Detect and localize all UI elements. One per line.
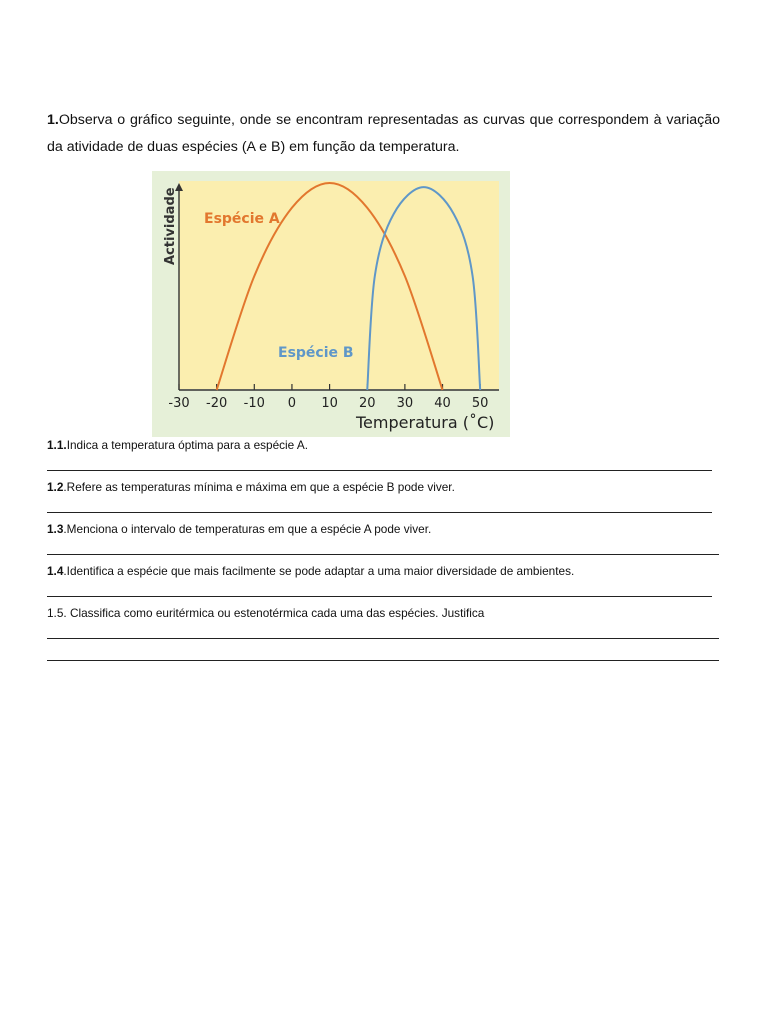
- x-tick-label: -10: [243, 396, 265, 411]
- y-axis-label: Actividade: [163, 187, 178, 265]
- chart-svg: [152, 171, 510, 437]
- answer-line-1-2[interactable]: [47, 512, 712, 513]
- x-tick-label: 10: [321, 396, 338, 411]
- x-tick-label: 40: [434, 396, 451, 411]
- x-tick-label: 50: [471, 396, 489, 411]
- x-tick-label: 0: [287, 396, 297, 411]
- activity-temperature-chart: [152, 171, 510, 437]
- question-1-2-number: 1.2: [47, 480, 64, 494]
- x-axis-label: Temperatura (˚C): [356, 413, 495, 432]
- answer-line-1-3[interactable]: [47, 554, 719, 555]
- question-1-4-text: .Identifica a espécie que mais facilmente se pode adaptar a uma maior diversidade de ambientes.: [63, 564, 575, 578]
- intro-text: Observa o gráfico seguinte, onde se encontram representadas as curvas que correspondem à variação da atividade de duas espécies (A e B) em função da temperatura.: [47, 112, 720, 155]
- x-tick-labels: [168, 396, 488, 411]
- x-tick-label: 20: [358, 396, 376, 411]
- answer-line-1-1[interactable]: [47, 470, 712, 471]
- question-1-3-number: 1.3: [47, 522, 64, 536]
- question-1-3: [47, 522, 431, 536]
- question-1-1-text: Indica a temperatura óptima para a espécie A.: [66, 438, 309, 452]
- question-1-1-number: 1.1.: [47, 438, 67, 452]
- answer-line-1-5b[interactable]: [47, 660, 719, 661]
- species-a-label: Espécie A: [204, 211, 280, 227]
- x-tick-label: -30: [168, 396, 190, 411]
- question-1-5-text: 1.5. Classifica como euritérmica ou estenotérmica cada uma das espécies. Justifica: [47, 606, 485, 620]
- intro-number: 1.: [47, 112, 59, 128]
- question-1-4-number: 1.4: [47, 564, 64, 578]
- species-b-label: Espécie B: [278, 345, 354, 361]
- x-tick-label: -20: [206, 396, 228, 411]
- question-1-2: [47, 480, 455, 494]
- answer-line-1-5a[interactable]: [47, 638, 719, 639]
- question-1-5: [47, 606, 484, 620]
- answer-line-1-4[interactable]: [47, 596, 712, 597]
- question-1-4: [47, 564, 574, 578]
- x-tick-label: 30: [396, 396, 414, 411]
- question-1-3-text: .Menciona o intervalo de temperaturas em que a espécie A pode viver.: [63, 522, 432, 536]
- question-1-1: [47, 438, 308, 452]
- intro-paragraph: [47, 107, 720, 161]
- question-1-2-text: .Refere as temperaturas mínima e máxima em que a espécie B pode viver.: [63, 480, 455, 494]
